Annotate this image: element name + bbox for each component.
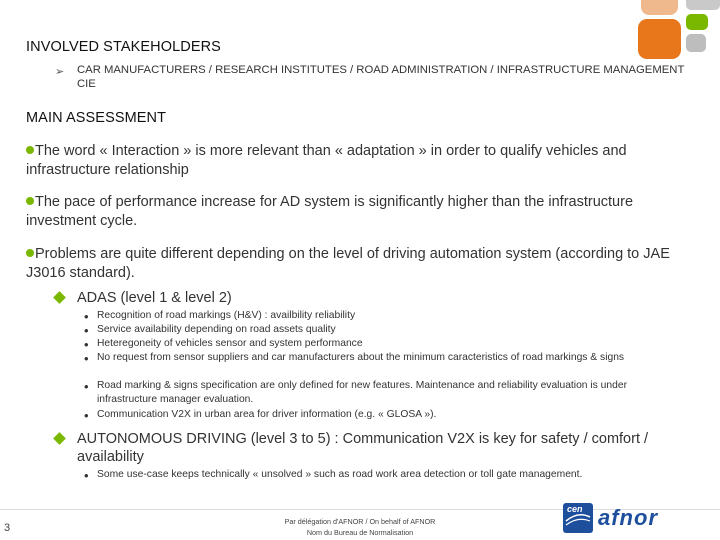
arrow-bullet-icon: ➢: [55, 66, 65, 78]
diamond-bullet-icon: [53, 291, 66, 304]
shape-gray-top: [686, 0, 720, 10]
afnor-logo: afnor: [598, 505, 658, 530]
bullet-icon: •: [84, 309, 89, 324]
paragraph-problems: [26, 245, 706, 283]
diamond-bullet-icon: [53, 432, 66, 445]
bullet-icon: •: [84, 408, 89, 423]
green-dot-icon: [26, 146, 34, 154]
green-dot-icon: [26, 197, 34, 205]
shape-green: [686, 14, 708, 30]
stakeholders-title: INVOLVED STAKEHOLDERS: [26, 39, 221, 55]
paragraph-text: The word « Interaction » is more relevant than « adaptation » in order to qualify vehicles and infrastructure relationship: [26, 143, 627, 178]
assessment-title: MAIN ASSESSMENT: [26, 110, 167, 126]
adas-item: Heteregoneity of vehicles sensor and system performance: [97, 338, 363, 349]
adas-item: No request from sensor suppliers and car manufacturers about the minimum caracteristics of road markings & signs: [97, 352, 625, 363]
adas-item: Road marking & signs specification are only defined for new features. Maintenance and reliability evaluation is under infrastructure manager evaluation.: [97, 380, 628, 405]
cen-logo: [563, 503, 593, 533]
paragraph-pace: [26, 193, 666, 231]
autonomous-item: Some use-case keeps technically « unsolved » such as road work area detection or toll gate management.: [97, 469, 583, 480]
page-number: 3: [4, 522, 11, 534]
bullet-icon: •: [84, 351, 89, 366]
shape-orange: [638, 19, 681, 59]
paragraph-text: The pace of performance increase for AD system is significantly higher than the infrastructure investment cycle.: [26, 194, 634, 229]
stakeholders-text: CAR MANUFACTURERS / RESEARCH INSTITUTES / ROAD ADMINISTRATION / INFRASTRUCTURE MANAGEMENT CIE: [77, 64, 685, 90]
adas-item: Service availability depending on road assets quality: [97, 324, 336, 335]
shape-peach: [641, 0, 678, 15]
footer-line1: Par délégation d'AFNOR / On behalf of AFNOR: [284, 517, 436, 526]
bullet-icon: •: [84, 468, 89, 483]
autonomous-title: AUTONOMOUS DRIVING (level 3 to 5) : Communication V2X is key for safety / comfort / availability: [77, 431, 649, 465]
cen-logo-text: cen: [567, 504, 583, 514]
footer-line2: Nom du Bureau de Normalisation: [306, 528, 414, 537]
bullet-icon: •: [84, 323, 89, 338]
adas-title: ADAS (level 1 & level 2): [77, 290, 232, 306]
adas-item: Recognition of road markings (H&V) : availbility reliability: [97, 310, 356, 321]
paragraph-text: Problems are quite different depending on the level of driving automation system (according to JAE J3016 standard).: [26, 246, 670, 281]
bullet-icon: •: [84, 379, 89, 394]
shape-gray-small: [686, 34, 706, 52]
decorative-shapes: [636, 0, 720, 62]
green-dot-icon: [26, 249, 34, 257]
footer-text: [230, 516, 490, 538]
bullet-icon: •: [84, 337, 89, 352]
adas-item: Communication V2X in urban area for driver information (e.g. « GLOSA »).: [97, 409, 437, 420]
paragraph-interaction: [26, 142, 706, 180]
